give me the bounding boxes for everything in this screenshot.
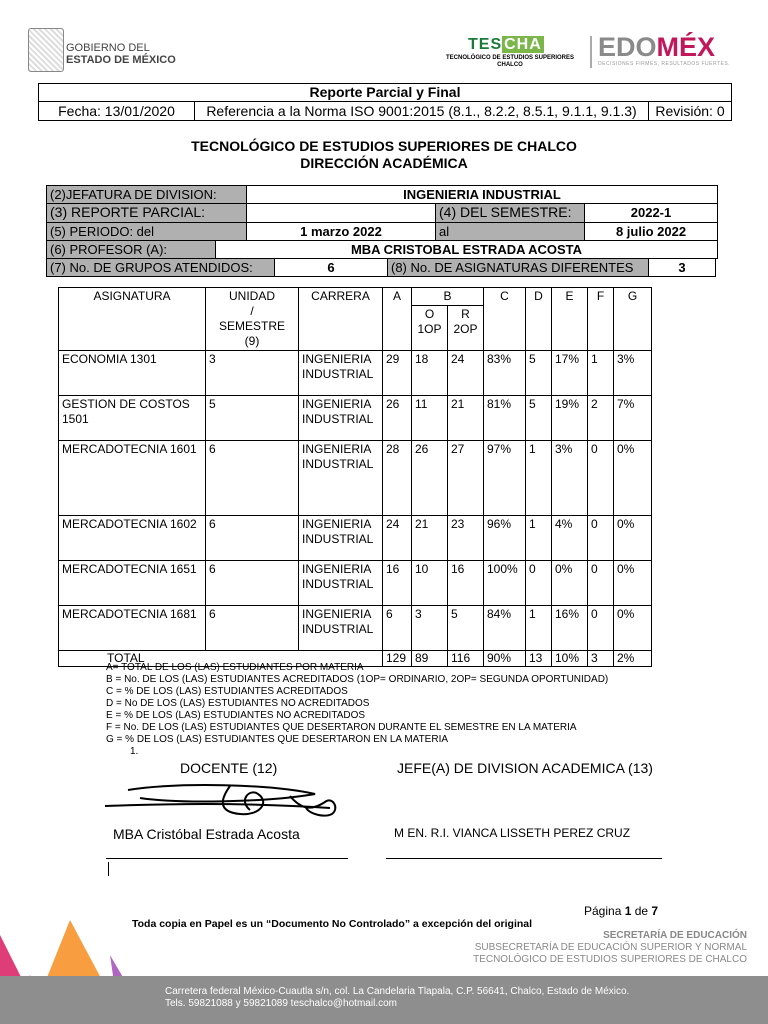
semestre-value: 2022-1 [584, 203, 718, 223]
cell-d: 1 [526, 606, 552, 651]
table-row [59, 396, 652, 441]
cell-asig: GESTION DE COSTOS 1501 [59, 396, 206, 441]
header-carrera: CARRERA [299, 288, 383, 351]
cell-c: 81% [484, 396, 526, 441]
asignaturas-value: 3 [648, 258, 716, 277]
jefe-name: M EN. R.I. VIANCA LISSETH PEREZ CRUZ [394, 826, 631, 840]
cursor-mark [108, 862, 109, 876]
edomex-b: MÉX [656, 32, 716, 62]
results-table [58, 287, 652, 667]
footer-text [165, 986, 629, 1010]
cell-d: 1 [526, 441, 552, 516]
fecha: Fecha: 13/01/2020 [39, 102, 195, 120]
cell-carrera: INGENIERIA INDUSTRIAL [299, 396, 383, 441]
header-g: G [614, 288, 652, 351]
docente-name: MBA Cristóbal Estrada Acosta [113, 826, 300, 842]
norma-reference: Referencia a la Norma ISO 9001:2015 (8.1., 8.2.2, 8.5.1, 9.1.1, 9.1.3) [195, 102, 649, 120]
legend-line: F = No. DE LOS (LAS) ESTUDIANTES QUE DESERTARON DURANTE EL SEMESTRE EN LA MATERIA [106, 722, 577, 733]
cell-c: 83% [484, 351, 526, 396]
tescha-logo [440, 36, 580, 74]
revision: Revisión: 0 [655, 103, 725, 119]
legend-line: E = % DE LOS (LAS) ESTUDIANTES NO ACREDITADOS [106, 710, 366, 721]
pagination: Página 1 de 7 [584, 904, 659, 918]
cell-g: 0% [614, 441, 652, 516]
cell-carrera: INGENIERIA INDUSTRIAL [299, 351, 383, 396]
cell-asig: MERCADOTECNIA 1651 [59, 561, 206, 606]
legend-line: G = % DE LOS (LAS) ESTUDIANTES QUE DESERTARON EN LA MATERIA [106, 734, 449, 745]
cell-carrera: INGENIERIA INDUSTRIAL [299, 516, 383, 561]
jefe-signature-line [386, 858, 662, 859]
tescha-sub2: CHALCO [497, 62, 523, 68]
periodo-from: 1 marzo 2022 [246, 222, 436, 241]
cell-e: 16% [552, 606, 588, 651]
table-row [59, 606, 652, 651]
cell-e: 3% [552, 441, 588, 516]
reporte-label: (3) REPORTE PARCIAL: [46, 203, 247, 223]
total-g: 2% [614, 651, 652, 667]
cell-g: 3% [614, 351, 652, 396]
cell-a: 16 [383, 561, 412, 606]
edomex-slogan: DECISIONES FIRMES, RESULTADOS FUERTES. [598, 61, 731, 67]
cell-unidad: 6 [206, 516, 299, 561]
report-info [47, 186, 718, 277]
tescha-logo-b: CHA [504, 36, 542, 53]
asignaturas-label: (8) No. DE ASIGNATURAS DIFERENTES [387, 258, 649, 277]
cell-r: 21 [448, 396, 484, 441]
cell-unidad: 5 [206, 396, 299, 441]
institution-heading: TECNOLÓGICO DE ESTUDIOS SUPERIORES DE CHALCO [191, 138, 577, 154]
cell-e: 17% [552, 351, 588, 396]
docente-signature [100, 778, 350, 828]
cell-g: 0% [614, 561, 652, 606]
cell-a: 24 [383, 516, 412, 561]
gobierno-logo [28, 28, 188, 72]
cell-a: 6 [383, 606, 412, 651]
cell-o: 10 [412, 561, 448, 606]
header-f: F [588, 288, 614, 351]
cell-unidad: 6 [206, 561, 299, 606]
docente-label: DOCENTE (12) [180, 760, 278, 776]
total-e: 10% [552, 651, 588, 667]
cell-e: 4% [552, 516, 588, 561]
total-d: 13 [526, 651, 552, 667]
cell-unidad: 6 [206, 441, 299, 516]
tescha-logo-a: TES [468, 36, 503, 53]
cell-e: 0% [552, 561, 588, 606]
header-c: C [484, 288, 526, 351]
tescha-sub1: TECNOLÓGICO DE ESTUDIOS SUPERIORES [445, 55, 574, 61]
total-r: 116 [448, 651, 484, 667]
cell-g: 0% [614, 516, 652, 561]
cell-g: 0% [614, 606, 652, 651]
periodo-label: (5) PERIODO: del [46, 222, 247, 241]
legend-line: C = % DE LOS (LAS) ESTUDIANTES ACREDITADOS [106, 686, 348, 697]
cell-o: 26 [412, 441, 448, 516]
cell-d: 1 [526, 516, 552, 561]
profesor-label: (6) PROFESOR (A): [46, 240, 216, 259]
cell-c: 97% [484, 441, 526, 516]
header-asignatura: ASIGNATURA [59, 288, 206, 351]
footer-address: Carretera federal México-Cuautla s/n, col. La Candelaria Tlapala, C.P. 56641, Chalco, Estado de México. [165, 986, 630, 997]
jefatura-value: INGENIERIA INDUSTRIAL [246, 185, 718, 204]
grupos-value: 6 [274, 258, 388, 277]
cell-o: 3 [412, 606, 448, 651]
gob-line2: ESTADO DE MÉXICO [66, 54, 176, 66]
cell-r: 24 [448, 351, 484, 396]
cell-f: 0 [588, 561, 614, 606]
cell-a: 28 [383, 441, 412, 516]
grupos-label: (7) No. DE GRUPOS ATENDIDOS: [46, 258, 275, 277]
legend-line: B = No. DE LOS (LAS) ESTUDIANTES ACREDITADOS (1OP= ORDINARIO, 2OP= SEGUNDA OPORTUNIDAD) [106, 674, 609, 685]
cell-g: 7% [614, 396, 652, 441]
direction-heading: DIRECCIÓN ACADÉMICA [300, 155, 468, 171]
cell-carrera: INGENIERIA INDUSTRIAL [299, 606, 383, 651]
cell-f: 2 [588, 396, 614, 441]
cell-d: 5 [526, 396, 552, 441]
total-o: 89 [412, 651, 448, 667]
cell-o: 21 [412, 516, 448, 561]
total-label: TOTAL [59, 651, 383, 667]
cell-asig: ECONOMIA 1301 [59, 351, 206, 396]
header-e: E [552, 288, 588, 351]
meta-row [38, 101, 732, 121]
table-row [59, 441, 652, 516]
total-a: 129 [383, 651, 412, 667]
header-d: D [526, 288, 552, 351]
periodo-to: 8 julio 2022 [584, 222, 718, 241]
total-c: 90% [484, 651, 526, 667]
header-b: B [412, 288, 484, 306]
dep-line3: TECNOLÓGICO DE ESTUDIOS SUPERIORES DE CHALCO [473, 954, 747, 965]
legend [106, 662, 608, 758]
cell-d: 5 [526, 351, 552, 396]
cell-e: 19% [552, 396, 588, 441]
jefatura-label: (2)JEFATURA DE DIVISION: [46, 185, 247, 204]
copy-note: Toda copia en Papel es un “Documento No Controlado” a excepción del original [132, 918, 533, 930]
cell-c: 96% [484, 516, 526, 561]
docente-signature-line [106, 858, 348, 859]
cell-c: 100% [484, 561, 526, 606]
footer-contact: Tels. 59821088 y 59821089 teschalco@hotmail.com [165, 998, 397, 1009]
cell-f: 0 [588, 606, 614, 651]
periodo-al: al [435, 222, 585, 241]
cell-f: 0 [588, 441, 614, 516]
cell-o: 18 [412, 351, 448, 396]
header-1op: O 1OP [412, 306, 448, 351]
dep-line1: SECRETARÍA DE EDUCACIÓN [603, 930, 747, 941]
cell-r: 16 [448, 561, 484, 606]
cell-a: 26 [383, 396, 412, 441]
page-current: 1 [624, 904, 632, 918]
dependencies [473, 930, 747, 966]
cell-f: 0 [588, 516, 614, 561]
jefe-label: JEFE(A) DE DIVISION ACADEMICA (13) [397, 760, 653, 776]
table-row [59, 561, 652, 606]
cell-d: 0 [526, 561, 552, 606]
edomex-logo [590, 34, 740, 74]
cell-carrera: INGENIERIA INDUSTRIAL [299, 441, 383, 516]
gob-line1: GOBIERNO DEL [66, 42, 150, 54]
cell-r: 5 [448, 606, 484, 651]
state-seal-icon [28, 28, 64, 72]
table-row [59, 516, 652, 561]
edomex-divider [590, 36, 592, 68]
legend-line: 1. [130, 746, 139, 757]
cell-unidad: 3 [206, 351, 299, 396]
cell-carrera: INGENIERIA INDUSTRIAL [299, 561, 383, 606]
table-row [59, 351, 652, 396]
header-a: A [383, 288, 412, 351]
page-total: 7 [651, 904, 659, 918]
cell-c: 84% [484, 606, 526, 651]
report-title: Reporte Parcial y Final [38, 83, 732, 102]
cell-asig: MERCADOTECNIA 1602 [59, 516, 206, 561]
legend-line: A= TOTAL DE LOS (LAS) ESTUDIANTES POR MATERIA [106, 662, 364, 673]
cell-a: 29 [383, 351, 412, 396]
table-body [59, 351, 652, 651]
profesor-value: MBA CRISTOBAL ESTRADA ACOSTA [215, 240, 718, 259]
semestre-label: (4) DEL SEMESTRE: [435, 203, 585, 223]
header-unidad: UNIDAD / SEMESTRE (9) [206, 288, 299, 351]
header-2op: R 2OP [448, 306, 484, 351]
cell-asig: MERCADOTECNIA 1601 [59, 441, 206, 516]
cell-unidad: 6 [206, 606, 299, 651]
table-header-row [59, 288, 652, 306]
cell-f: 1 [588, 351, 614, 396]
dep-line2: SUBSECRETARÍA DE EDUCACIÓN SUPERIOR Y NORMAL [474, 942, 747, 953]
cell-r: 27 [448, 441, 484, 516]
reporte-value [246, 203, 436, 223]
cell-asig: MERCADOTECNIA 1681 [59, 606, 206, 651]
edomex-a: EDO [598, 32, 657, 62]
cell-r: 23 [448, 516, 484, 561]
total-f: 3 [588, 651, 614, 667]
cell-o: 11 [412, 396, 448, 441]
legend-line: D = No DE LOS (LAS) ESTUDIANTES NO ACREDITADOS [106, 698, 370, 709]
